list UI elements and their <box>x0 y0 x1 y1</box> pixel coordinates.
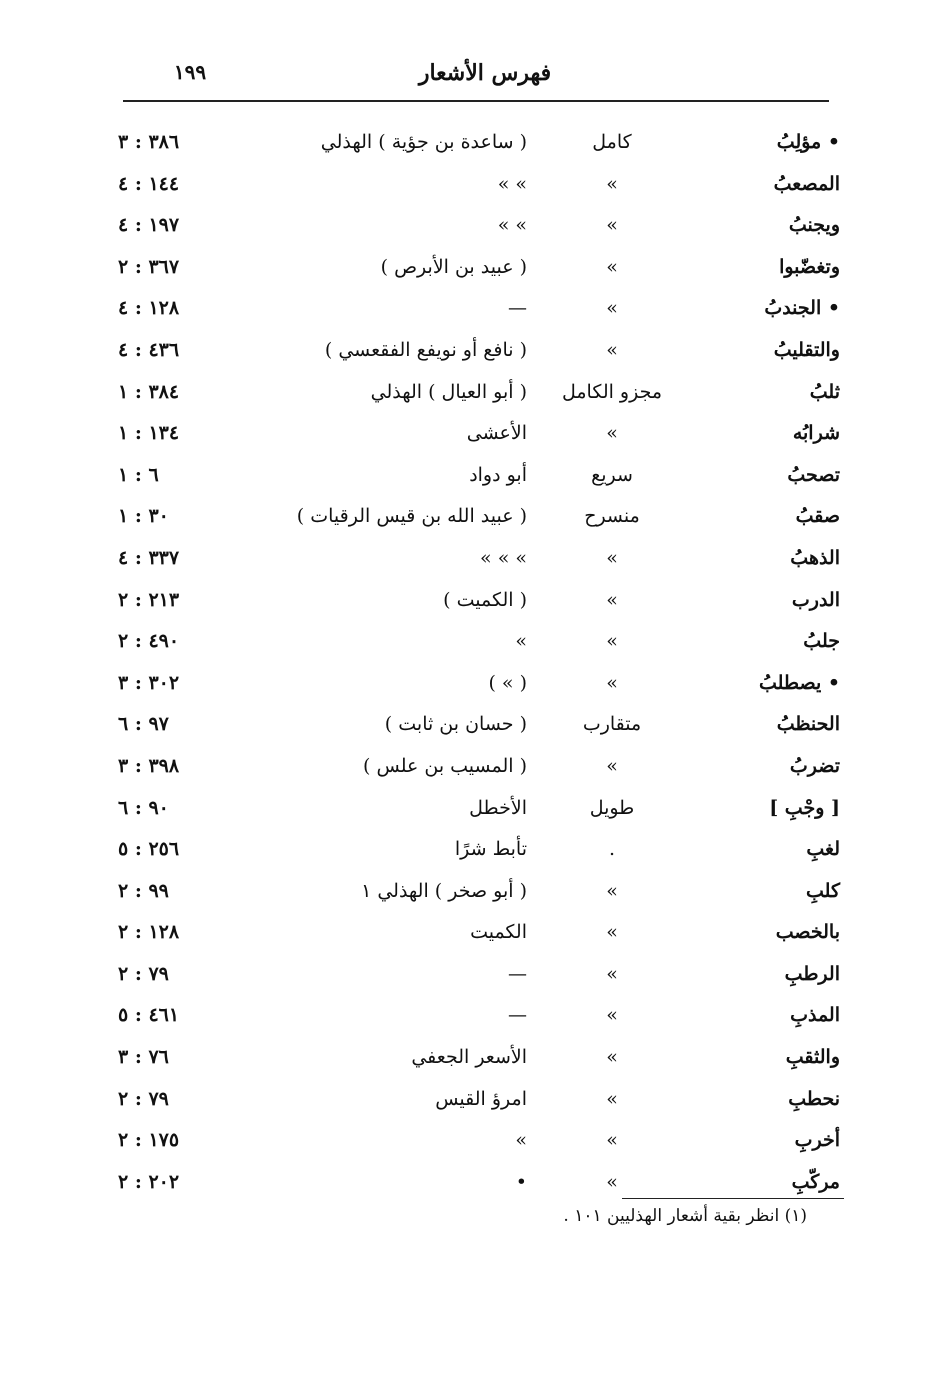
rhyme-word: لغبِ <box>806 838 840 861</box>
poet-name: الكميت <box>470 921 527 944</box>
rhyme-word: • يصطلبُ <box>758 671 840 694</box>
meter-name: » <box>606 754 618 777</box>
poetry-index-table <box>0 122 927 1203</box>
rhyme-word: الذهبُ <box>790 546 840 569</box>
poet-name: الأعشى <box>466 422 527 445</box>
volume-page-ref: ٣٨٦ : ٣ <box>118 131 180 153</box>
rhyme-word: المصعبُ <box>773 172 840 195</box>
poet-name: ( نافع أو نويفع الفقعسي ) <box>324 338 527 361</box>
volume-page-ref: ٣٩٨ : ٣ <box>118 754 180 777</box>
footnote-divider <box>622 1198 844 1199</box>
meter-name: » <box>606 671 618 694</box>
meter-name: سريع <box>591 463 633 486</box>
table-row <box>0 746 927 788</box>
meter-name: كامل <box>592 131 632 153</box>
table-row <box>0 1037 927 1079</box>
meter-name: » <box>606 214 618 237</box>
meter-name: » <box>606 546 618 569</box>
table-row <box>0 788 927 830</box>
meter-name: » <box>606 1087 618 1110</box>
page-number: ١٩٩ <box>173 60 207 84</box>
poet-name: ( أبو العيال ) الهذلي <box>370 380 527 403</box>
meter-name: . <box>608 838 616 861</box>
table-row <box>0 330 927 372</box>
poet-name: الأخطل <box>469 796 527 819</box>
meter-name: » <box>606 1046 618 1069</box>
poet-name: » » <box>497 214 527 237</box>
table-row <box>0 663 927 705</box>
volume-page-ref: ٢١٣ : ٢ <box>118 588 180 611</box>
table-row <box>0 912 927 954</box>
poet-name: تأبط شرًا <box>454 838 527 861</box>
meter-name: » <box>606 1129 618 1152</box>
rhyme-word: مركّبِ <box>791 1170 840 1193</box>
volume-page-ref: ١٧٥ : ٢ <box>118 1129 180 1152</box>
poet-name: ( الكميت ) <box>443 588 527 611</box>
meter-name: طويل <box>589 796 635 819</box>
table-row <box>0 164 927 206</box>
poet-name: الأسعر الجعفي <box>411 1046 527 1069</box>
volume-page-ref: ٢٠٢ : ٢ <box>118 1170 180 1193</box>
volume-page-ref: ١٩٧ : ٤ <box>118 214 180 237</box>
rhyme-word: ويجنبُ <box>788 214 840 237</box>
poet-name: — <box>508 962 527 985</box>
rhyme-word: وتغضّبوا <box>779 255 840 278</box>
table-row <box>0 205 927 247</box>
volume-page-ref: ٣٠٢ : ٣ <box>118 671 180 694</box>
volume-page-ref: ٢٥٦ : ٥ <box>118 838 180 861</box>
rhyme-word: الدرب <box>791 588 840 611</box>
volume-page-ref: ٧٩ : ٢ <box>118 962 169 985</box>
meter-name: » <box>606 962 618 985</box>
meter-name: » <box>606 588 618 611</box>
volume-page-ref: ٤٩٠ : ٢ <box>118 630 180 653</box>
rhyme-word: بالخصب <box>775 921 840 944</box>
rhyme-word: نحطبِ <box>788 1087 840 1110</box>
volume-page-ref: ٩٩ : ٢ <box>118 879 169 902</box>
table-row <box>0 413 927 455</box>
meter-name: » <box>606 422 618 445</box>
rhyme-word: المذبِ <box>790 1004 840 1027</box>
table-row <box>0 372 927 414</box>
page-title: فهرس الأشعار <box>418 60 552 86</box>
rhyme-word: ثلبُ <box>809 380 840 403</box>
rhyme-word: صقبُ <box>795 505 840 528</box>
table-row <box>0 122 927 164</box>
table-row <box>0 1079 927 1121</box>
rhyme-word: والثقبِ <box>785 1046 840 1069</box>
meter-name: مجزو الكامل <box>561 380 663 403</box>
meter-name: » <box>606 255 618 278</box>
volume-page-ref: ٦ : ١ <box>118 463 159 486</box>
rhyme-word: تصحبُ <box>787 463 840 486</box>
table-row <box>0 954 927 996</box>
meter-name: » <box>606 879 618 902</box>
volume-page-ref: ٣٦٧ : ٢ <box>118 255 180 278</box>
rhyme-word: كلبِ <box>806 879 840 902</box>
volume-page-ref: ٤٦١ : ٥ <box>118 1004 180 1027</box>
poet-name: ( عبيد الله بن قيس الرقيات ) <box>296 505 527 528</box>
poet-name: » <box>515 1129 527 1152</box>
poet-name: » <box>515 630 527 653</box>
poet-name: امرؤ القيس <box>435 1087 527 1110</box>
table-row <box>0 455 927 497</box>
rhyme-word: الحنظبُ <box>776 713 840 736</box>
volume-page-ref: ٣٠ : ١ <box>118 505 169 528</box>
footnote: (١) انظر بقية أشعار الهذليين ١٠١ . <box>563 1206 807 1226</box>
table-row <box>0 1120 927 1162</box>
rhyme-word: [ وجْبِ ] <box>769 796 840 819</box>
poet-name: أبو دواد <box>469 463 527 486</box>
table-row <box>0 704 927 746</box>
table-row <box>0 288 927 330</box>
poet-name: ( ساعدة بن جؤية ) الهذلي <box>320 131 527 153</box>
table-row <box>0 829 927 871</box>
volume-page-ref: ٣٣٧ : ٤ <box>118 546 180 569</box>
volume-page-ref: ٩٠ : ٦ <box>118 796 169 819</box>
rhyme-word: • الجندبُ <box>764 297 840 320</box>
table-row <box>0 247 927 289</box>
meter-name: » <box>606 1004 618 1027</box>
rhyme-word: جلبُ <box>803 630 840 653</box>
rhyme-word: أخربِ <box>794 1129 840 1152</box>
rhyme-word: تضربُ <box>789 754 840 777</box>
meter-name: » <box>606 1170 618 1193</box>
volume-page-ref: ١٣٤ : ١ <box>118 422 180 445</box>
rhyme-word: والتقليبُ <box>773 338 840 361</box>
volume-page-ref: ١٢٨ : ٤ <box>118 297 180 320</box>
poet-name: ( أبو صخر ) الهذلي ١ <box>361 879 527 902</box>
poet-name: ( حسان بن ثابت ) <box>384 713 527 736</box>
volume-page-ref: ٧٩ : ٢ <box>118 1087 169 1110</box>
poet-name: — <box>508 297 527 320</box>
rhyme-word: • مؤلِبُ <box>776 131 840 153</box>
volume-page-ref: ١٤٤ : ٤ <box>118 172 180 195</box>
poet-name: ( » ) <box>488 671 527 694</box>
table-row <box>0 496 927 538</box>
table-row <box>0 621 927 663</box>
volume-page-ref: ٩٧ : ٦ <box>118 713 169 736</box>
meter-name: » <box>606 630 618 653</box>
header-divider <box>123 100 829 102</box>
poet-name: » » <box>497 172 527 195</box>
poet-name: — <box>508 1004 527 1027</box>
poet-name: ( المسيب بن علس ) <box>363 754 527 777</box>
meter-name: منسرح <box>584 505 640 528</box>
poet-name: » » » <box>480 546 527 569</box>
meter-name: متقارب <box>582 713 642 736</box>
meter-name: » <box>606 921 618 944</box>
table-row <box>0 871 927 913</box>
meter-name: » <box>606 172 618 195</box>
volume-page-ref: ١٢٨ : ٢ <box>118 921 180 944</box>
volume-page-ref: ٤٣٦ : ٤ <box>118 338 180 361</box>
meter-name: » <box>606 338 618 361</box>
poet-name: • <box>515 1170 527 1193</box>
rhyme-word: الرطبِ <box>784 962 840 985</box>
meter-name: » <box>606 297 618 320</box>
volume-page-ref: ٣٨٤ : ١ <box>118 380 180 403</box>
poet-name: ( عبيد بن الأبرص ) <box>380 255 527 278</box>
table-row <box>0 580 927 622</box>
table-row <box>0 995 927 1037</box>
volume-page-ref: ٧٦ : ٣ <box>118 1046 169 1069</box>
rhyme-word: شرابُه <box>792 422 840 445</box>
table-row <box>0 538 927 580</box>
